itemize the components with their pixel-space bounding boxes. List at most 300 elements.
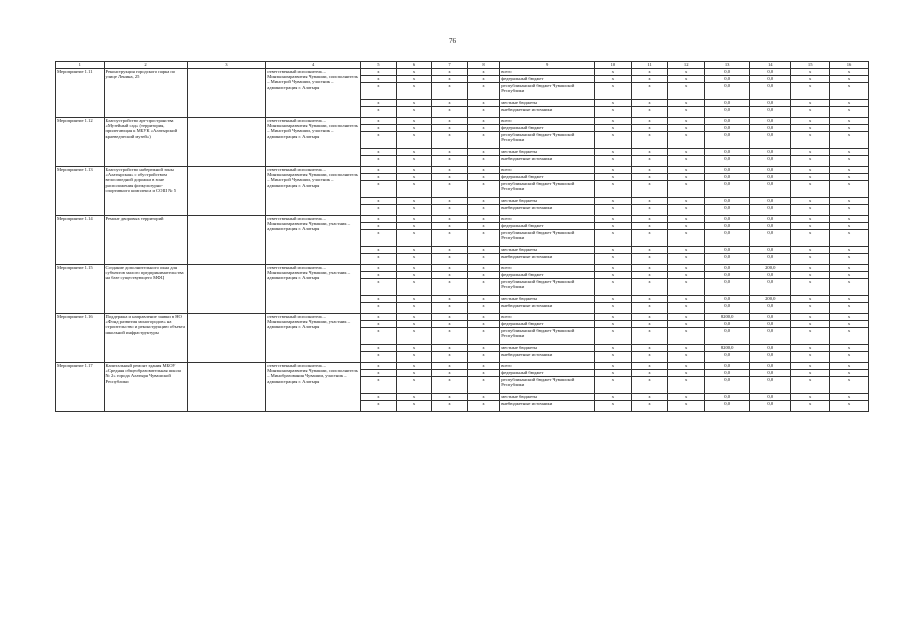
value-col13: 0,0 bbox=[705, 198, 750, 205]
funding-source: всего bbox=[500, 216, 595, 223]
mark-cell: х bbox=[830, 216, 869, 223]
mark-cell: х bbox=[791, 216, 830, 223]
mark-cell: х bbox=[668, 401, 705, 412]
mark-cell: х bbox=[830, 230, 869, 247]
mark-cell: х bbox=[396, 156, 432, 167]
mark-cell: х bbox=[668, 394, 705, 401]
column-number: 14 bbox=[750, 62, 791, 69]
mark-cell: х bbox=[668, 377, 705, 394]
mark-cell: х bbox=[361, 181, 397, 198]
mark-cell: х bbox=[830, 83, 869, 100]
mark-cell: х bbox=[668, 363, 705, 370]
mark-cell: х bbox=[830, 314, 869, 321]
value-col13: 0,0 bbox=[705, 205, 750, 216]
mark-cell: х bbox=[668, 69, 705, 76]
mark-cell: х bbox=[791, 279, 830, 296]
mark-cell: х bbox=[432, 254, 468, 265]
mark-cell: х bbox=[791, 394, 830, 401]
mark-cell: х bbox=[791, 100, 830, 107]
mark-cell: х bbox=[467, 230, 499, 247]
mark-cell: х bbox=[467, 223, 499, 230]
mark-cell: х bbox=[631, 401, 668, 412]
funding-source: внебюджетные источники bbox=[500, 156, 595, 167]
measure-name: Ремонт дворовых территорий bbox=[104, 216, 187, 265]
mark-cell: х bbox=[830, 156, 869, 167]
value-col14: 0,0 bbox=[750, 198, 791, 205]
mark-cell: х bbox=[668, 247, 705, 254]
mark-cell: х bbox=[595, 205, 632, 216]
mark-cell: х bbox=[668, 83, 705, 100]
funding-source: федеральный бюджет bbox=[500, 321, 595, 328]
value-col13: 0,0 bbox=[705, 125, 750, 132]
table-row bbox=[56, 118, 869, 125]
measure-name: Благоустройство набережной зоны «Алатырская» с обустройством велосипедной дорожки в зоне расположения физкультурно-спортивного комплекса и СОШ № 5 bbox=[104, 167, 187, 216]
mark-cell: х bbox=[361, 321, 397, 328]
mark-cell: х bbox=[432, 314, 468, 321]
mark-cell: х bbox=[396, 254, 432, 265]
mark-cell: х bbox=[668, 230, 705, 247]
mark-cell: х bbox=[361, 247, 397, 254]
mark-cell: х bbox=[432, 303, 468, 314]
value-col13: 0,0 bbox=[705, 272, 750, 279]
mark-cell: х bbox=[791, 230, 830, 247]
mark-cell: х bbox=[668, 370, 705, 377]
value-col14: 0,0 bbox=[750, 76, 791, 83]
measure-name: Реконструкция городского парка по улице Ленина, 25 bbox=[104, 69, 187, 118]
measure-id: Мероприятие 1.16 bbox=[56, 314, 105, 363]
mark-cell: х bbox=[668, 76, 705, 83]
mark-cell: х bbox=[791, 223, 830, 230]
mark-cell: х bbox=[791, 370, 830, 377]
column-number: 13 bbox=[705, 62, 750, 69]
measure-col3 bbox=[187, 363, 266, 412]
value-col13: 0,0 bbox=[705, 76, 750, 83]
mark-cell: х bbox=[396, 149, 432, 156]
funding-source: местные бюджеты bbox=[500, 247, 595, 254]
mark-cell: х bbox=[432, 247, 468, 254]
mark-cell: х bbox=[791, 401, 830, 412]
mark-cell: х bbox=[361, 272, 397, 279]
mark-cell: х bbox=[595, 132, 632, 149]
mark-cell: х bbox=[631, 352, 668, 363]
mark-cell: х bbox=[595, 216, 632, 223]
column-number: 16 bbox=[830, 62, 869, 69]
mark-cell: х bbox=[631, 100, 668, 107]
mark-cell: х bbox=[791, 107, 830, 118]
value-col13: 0,0 bbox=[705, 118, 750, 125]
mark-cell: х bbox=[791, 328, 830, 345]
value-col13: 0,0 bbox=[705, 100, 750, 107]
value-col13: 0,0 bbox=[705, 265, 750, 272]
measures-table bbox=[55, 61, 869, 412]
mark-cell: х bbox=[396, 107, 432, 118]
value-col14: 0,0 bbox=[750, 132, 791, 149]
mark-cell: х bbox=[668, 254, 705, 265]
value-col13: 0,0 bbox=[705, 363, 750, 370]
mark-cell: х bbox=[432, 149, 468, 156]
mark-cell: х bbox=[396, 377, 432, 394]
mark-cell: х bbox=[361, 174, 397, 181]
mark-cell: х bbox=[791, 167, 830, 174]
mark-cell: х bbox=[432, 345, 468, 352]
mark-cell: х bbox=[467, 370, 499, 377]
value-col14: 0,0 bbox=[750, 181, 791, 198]
funding-source: внебюджетные источники bbox=[500, 205, 595, 216]
value-col14: 200,0 bbox=[750, 265, 791, 272]
value-col13: 0,0 bbox=[705, 167, 750, 174]
mark-cell: х bbox=[830, 296, 869, 303]
mark-cell: х bbox=[830, 377, 869, 394]
mark-cell: х bbox=[467, 279, 499, 296]
value-col14: 0,0 bbox=[750, 83, 791, 100]
mark-cell: х bbox=[361, 363, 397, 370]
column-number: 5 bbox=[361, 62, 397, 69]
mark-cell: х bbox=[396, 100, 432, 107]
mark-cell: х bbox=[595, 352, 632, 363]
mark-cell: х bbox=[361, 377, 397, 394]
measure-name: Благоустройство арт-пространства «Музейный сад» (территория, прилегающая к МБУК «Алатырский краеведческий музей») bbox=[104, 118, 187, 167]
mark-cell: х bbox=[396, 314, 432, 321]
mark-cell: х bbox=[467, 156, 499, 167]
mark-cell: х bbox=[595, 247, 632, 254]
mark-cell: х bbox=[467, 352, 499, 363]
value-col14: 0,0 bbox=[750, 69, 791, 76]
mark-cell: х bbox=[668, 272, 705, 279]
funding-source: федеральный бюджет bbox=[500, 223, 595, 230]
value-col14: 0,0 bbox=[750, 247, 791, 254]
mark-cell: х bbox=[432, 174, 468, 181]
mark-cell: х bbox=[467, 363, 499, 370]
mark-cell: х bbox=[631, 377, 668, 394]
mark-cell: х bbox=[595, 370, 632, 377]
value-col14: 0,0 bbox=[750, 216, 791, 223]
mark-cell: х bbox=[361, 223, 397, 230]
column-number: 11 bbox=[631, 62, 668, 69]
mark-cell: х bbox=[791, 125, 830, 132]
mark-cell: х bbox=[467, 216, 499, 223]
mark-cell: х bbox=[361, 279, 397, 296]
mark-cell: х bbox=[631, 303, 668, 314]
mark-cell: х bbox=[791, 76, 830, 83]
value-col13: 0,0 bbox=[705, 279, 750, 296]
mark-cell: х bbox=[432, 205, 468, 216]
mark-cell: х bbox=[396, 205, 432, 216]
mark-cell: х bbox=[467, 181, 499, 198]
measure-col3 bbox=[187, 69, 266, 118]
mark-cell: х bbox=[631, 314, 668, 321]
mark-cell: х bbox=[396, 216, 432, 223]
mark-cell: х bbox=[631, 279, 668, 296]
mark-cell: х bbox=[595, 198, 632, 205]
value-col13: 0,0 bbox=[705, 223, 750, 230]
measure-name: Капитальный ремонт здания МБОУ «Средняя общеобразовательная школа № 2» города Алатыря Чувашской Республики bbox=[104, 363, 187, 412]
mark-cell: х bbox=[668, 167, 705, 174]
table-row bbox=[56, 69, 869, 76]
mark-cell: х bbox=[467, 314, 499, 321]
mark-cell: х bbox=[432, 156, 468, 167]
mark-cell: х bbox=[396, 83, 432, 100]
column-number: 4 bbox=[266, 62, 361, 69]
mark-cell: х bbox=[595, 156, 632, 167]
mark-cell: х bbox=[432, 125, 468, 132]
mark-cell: х bbox=[668, 107, 705, 118]
value-col14: 0,0 bbox=[750, 328, 791, 345]
mark-cell: х bbox=[595, 303, 632, 314]
funding-source: республиканский бюджет Чувашской Республики bbox=[500, 181, 595, 198]
mark-cell: х bbox=[396, 279, 432, 296]
funding-source: внебюджетные источники bbox=[500, 303, 595, 314]
mark-cell: х bbox=[595, 272, 632, 279]
mark-cell: х bbox=[595, 377, 632, 394]
mark-cell: х bbox=[668, 352, 705, 363]
mark-cell: х bbox=[791, 174, 830, 181]
mark-cell: х bbox=[631, 149, 668, 156]
mark-cell: х bbox=[361, 401, 397, 412]
measure-name: Создание дополнительного окна для субъектов малого предпринимательства на базе существующего МФЦ bbox=[104, 265, 187, 314]
funding-source: федеральный бюджет bbox=[500, 174, 595, 181]
mark-cell: х bbox=[631, 174, 668, 181]
value-col14: 0,0 bbox=[750, 107, 791, 118]
funding-source: внебюджетные источники bbox=[500, 254, 595, 265]
funding-source: республиканский бюджет Чувашской Республики bbox=[500, 230, 595, 247]
mark-cell: х bbox=[595, 69, 632, 76]
mark-cell: х bbox=[830, 401, 869, 412]
mark-cell: х bbox=[361, 132, 397, 149]
mark-cell: х bbox=[361, 125, 397, 132]
mark-cell: х bbox=[631, 76, 668, 83]
measure-col3 bbox=[187, 314, 266, 363]
mark-cell: х bbox=[631, 205, 668, 216]
mark-cell: х bbox=[467, 272, 499, 279]
mark-cell: х bbox=[432, 328, 468, 345]
value-col14: 0,0 bbox=[750, 156, 791, 167]
mark-cell: х bbox=[432, 279, 468, 296]
measure-col3 bbox=[187, 216, 266, 265]
mark-cell: х bbox=[396, 265, 432, 272]
column-number: 3 bbox=[187, 62, 266, 69]
mark-cell: х bbox=[631, 181, 668, 198]
mark-cell: х bbox=[830, 69, 869, 76]
mark-cell: х bbox=[668, 174, 705, 181]
mark-cell: х bbox=[467, 69, 499, 76]
mark-cell: х bbox=[432, 83, 468, 100]
mark-cell: х bbox=[668, 328, 705, 345]
value-col14: 200,0 bbox=[750, 296, 791, 303]
column-number: 1 bbox=[56, 62, 105, 69]
mark-cell: х bbox=[396, 296, 432, 303]
mark-cell: х bbox=[467, 149, 499, 156]
mark-cell: х bbox=[361, 352, 397, 363]
mark-cell: х bbox=[361, 265, 397, 272]
mark-cell: х bbox=[432, 198, 468, 205]
mark-cell: х bbox=[791, 69, 830, 76]
mark-cell: х bbox=[830, 254, 869, 265]
mark-cell: х bbox=[361, 328, 397, 345]
table-row bbox=[56, 216, 869, 223]
funding-source: республиканский бюджет Чувашской Республики bbox=[500, 328, 595, 345]
mark-cell: х bbox=[830, 223, 869, 230]
column-number: 12 bbox=[668, 62, 705, 69]
value-col13: 0,0 bbox=[705, 156, 750, 167]
mark-cell: х bbox=[432, 352, 468, 363]
mark-cell: х bbox=[631, 83, 668, 100]
mark-cell: х bbox=[631, 321, 668, 328]
table-row bbox=[56, 167, 869, 174]
mark-cell: х bbox=[830, 198, 869, 205]
mark-cell: х bbox=[432, 69, 468, 76]
mark-cell: х bbox=[830, 118, 869, 125]
mark-cell: х bbox=[830, 394, 869, 401]
mark-cell: х bbox=[396, 230, 432, 247]
mark-cell: х bbox=[396, 76, 432, 83]
mark-cell: х bbox=[396, 345, 432, 352]
mark-cell: х bbox=[631, 216, 668, 223]
mark-cell: х bbox=[631, 265, 668, 272]
mark-cell: х bbox=[595, 174, 632, 181]
mark-cell: х bbox=[668, 216, 705, 223]
mark-cell: х bbox=[432, 100, 468, 107]
mark-cell: х bbox=[432, 370, 468, 377]
value-col14: 0,0 bbox=[750, 230, 791, 247]
mark-cell: х bbox=[595, 363, 632, 370]
funding-source: местные бюджеты bbox=[500, 149, 595, 156]
value-col13: 0,0 bbox=[705, 69, 750, 76]
mark-cell: х bbox=[830, 279, 869, 296]
mark-cell: х bbox=[361, 254, 397, 265]
value-col14: 0,0 bbox=[750, 223, 791, 230]
funding-source: местные бюджеты bbox=[500, 345, 595, 352]
mark-cell: х bbox=[631, 345, 668, 352]
mark-cell: х bbox=[595, 345, 632, 352]
funding-source: местные бюджеты bbox=[500, 100, 595, 107]
mark-cell: х bbox=[791, 198, 830, 205]
mark-cell: х bbox=[668, 100, 705, 107]
mark-cell: х bbox=[361, 216, 397, 223]
mark-cell: х bbox=[467, 100, 499, 107]
mark-cell: х bbox=[830, 149, 869, 156]
mark-cell: х bbox=[595, 149, 632, 156]
funding-source: федеральный бюджет bbox=[500, 125, 595, 132]
mark-cell: х bbox=[396, 328, 432, 345]
mark-cell: х bbox=[396, 198, 432, 205]
mark-cell: х bbox=[595, 107, 632, 118]
mark-cell: х bbox=[668, 345, 705, 352]
mark-cell: х bbox=[396, 118, 432, 125]
mark-cell: х bbox=[631, 247, 668, 254]
mark-cell: х bbox=[361, 167, 397, 174]
mark-cell: х bbox=[396, 370, 432, 377]
value-col14: 0,0 bbox=[750, 363, 791, 370]
mark-cell: х bbox=[595, 296, 632, 303]
mark-cell: х bbox=[361, 156, 397, 167]
mark-cell: х bbox=[595, 76, 632, 83]
mark-cell: х bbox=[668, 125, 705, 132]
measure-executor: ответственный исполнитель – Минэкономразвития Чувашии, участник – администрация г. Алатыря bbox=[266, 265, 361, 314]
mark-cell: х bbox=[595, 230, 632, 247]
value-col14: 0,0 bbox=[750, 352, 791, 363]
value-col13: 0,0 bbox=[705, 352, 750, 363]
mark-cell: х bbox=[791, 205, 830, 216]
column-number: 8 bbox=[467, 62, 499, 69]
mark-cell: х bbox=[830, 345, 869, 352]
mark-cell: х bbox=[432, 118, 468, 125]
mark-cell: х bbox=[595, 125, 632, 132]
mark-cell: х bbox=[668, 205, 705, 216]
measure-col3 bbox=[187, 167, 266, 216]
mark-cell: х bbox=[396, 401, 432, 412]
mark-cell: х bbox=[830, 328, 869, 345]
mark-cell: х bbox=[467, 303, 499, 314]
mark-cell: х bbox=[361, 76, 397, 83]
mark-cell: х bbox=[668, 181, 705, 198]
mark-cell: х bbox=[668, 156, 705, 167]
mark-cell: х bbox=[361, 83, 397, 100]
mark-cell: х bbox=[467, 377, 499, 394]
measure-executor: ответственный исполнитель – Минэкономразвития Чувашии, соисполнитель – Минстрой Чувашии, участник – администрация г. Алатыря bbox=[266, 167, 361, 216]
mark-cell: х bbox=[467, 265, 499, 272]
mark-cell: х bbox=[595, 254, 632, 265]
mark-cell: х bbox=[668, 296, 705, 303]
mark-cell: х bbox=[631, 107, 668, 118]
funding-source: республиканский бюджет Чувашской Республики bbox=[500, 377, 595, 394]
mark-cell: х bbox=[668, 279, 705, 296]
value-col14: 0,0 bbox=[750, 314, 791, 321]
value-col14: 0,0 bbox=[750, 100, 791, 107]
measure-executor: ответственный исполнитель – Минэкономразвития Чувашии, соисполнитель – Минстрой Чувашии, участник – администрация г. Алатыря bbox=[266, 118, 361, 167]
mark-cell: х bbox=[432, 377, 468, 394]
mark-cell: х bbox=[396, 125, 432, 132]
mark-cell: х bbox=[631, 125, 668, 132]
value-col13: 0,0 bbox=[705, 107, 750, 118]
mark-cell: х bbox=[595, 265, 632, 272]
mark-cell: х bbox=[631, 69, 668, 76]
table-row bbox=[56, 265, 869, 272]
value-col14: 0,0 bbox=[750, 125, 791, 132]
measure-executor: ответственный исполнитель – Минэкономразвития Чувашии, соисполнитель – Минобразования Чувашии, участник – администрация г. Алатыря bbox=[266, 363, 361, 412]
mark-cell: х bbox=[668, 118, 705, 125]
mark-cell: х bbox=[361, 303, 397, 314]
mark-cell: х bbox=[631, 296, 668, 303]
mark-cell: х bbox=[467, 167, 499, 174]
funding-source: внебюджетные источники bbox=[500, 107, 595, 118]
funding-source: всего bbox=[500, 363, 595, 370]
funding-source: всего bbox=[500, 314, 595, 321]
mark-cell: х bbox=[432, 230, 468, 247]
mark-cell: х bbox=[631, 272, 668, 279]
value-col13: 0,0 bbox=[705, 254, 750, 265]
mark-cell: х bbox=[668, 132, 705, 149]
mark-cell: х bbox=[791, 321, 830, 328]
value-col14: 0,0 bbox=[750, 174, 791, 181]
mark-cell: х bbox=[432, 167, 468, 174]
measure-executor: ответственный исполнитель – Минэкономразвития Чувашии, участник – администрация г. Алатыря bbox=[266, 216, 361, 265]
mark-cell: х bbox=[432, 76, 468, 83]
mark-cell: х bbox=[432, 181, 468, 198]
mark-cell: х bbox=[830, 167, 869, 174]
mark-cell: х bbox=[631, 118, 668, 125]
mark-cell: х bbox=[396, 181, 432, 198]
measure-id: Мероприятие 1.15 bbox=[56, 265, 105, 314]
mark-cell: х bbox=[396, 247, 432, 254]
mark-cell: х bbox=[791, 314, 830, 321]
mark-cell: х bbox=[830, 76, 869, 83]
mark-cell: х bbox=[396, 321, 432, 328]
mark-cell: х bbox=[631, 156, 668, 167]
mark-cell: х bbox=[791, 303, 830, 314]
mark-cell: х bbox=[361, 118, 397, 125]
value-col14: 0,0 bbox=[750, 370, 791, 377]
mark-cell: х bbox=[467, 107, 499, 118]
